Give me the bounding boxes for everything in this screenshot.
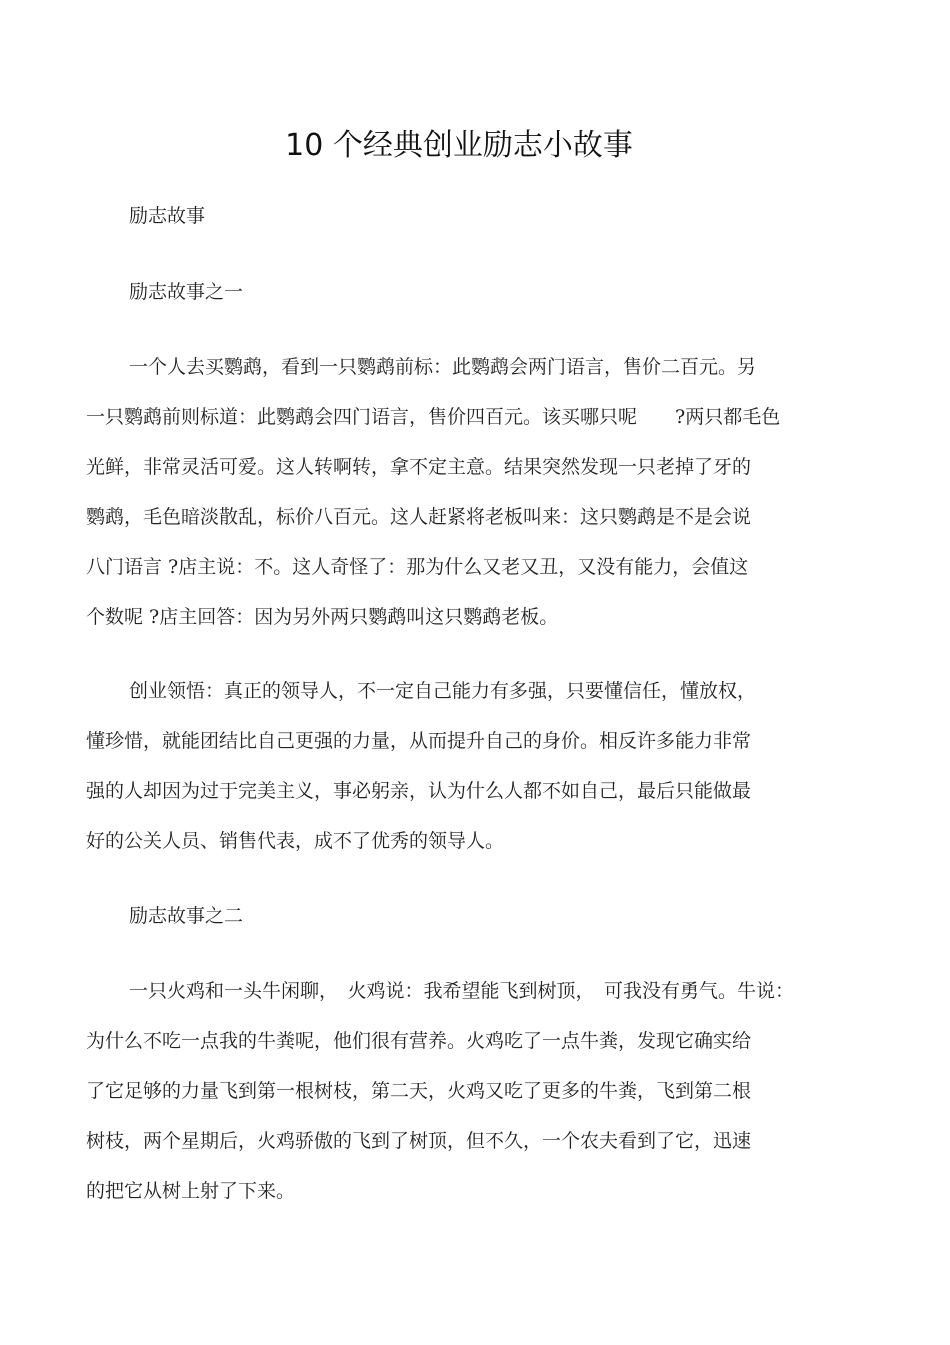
paragraph-line: 懂珍惜，就能团结比自己更强的力量，从而提升自己的身价。相反许多能力非常 — [86, 730, 752, 752]
story1-insight-paragraph — [86, 666, 856, 866]
paragraph-line: 好的公关人员、销售代表，成不了优秀的领导人。 — [86, 830, 505, 852]
paragraph-line: 八门语言 ?店主说：不。这人奇怪了：那为什么又老又丑，又没有能力，会值这 — [86, 556, 749, 578]
section-heading: 励志故事 — [129, 205, 206, 227]
story2-heading: 励志故事之二 — [129, 905, 244, 927]
paragraph-line: 创业领悟：真正的领导人，不一定自己能力有多强，只要懂信任，懂放权， — [129, 680, 757, 702]
paragraph-line: 一个人去买鹦鹉，看到一只鹦鹉前标：此鹦鹉会两门语言，售价二百元。另 — [129, 356, 757, 378]
paragraph-line: 强的人却因为过于完美主义，事必躬亲，认为什么人都不如自己，最后只能做最 — [86, 780, 752, 802]
paragraph-line: 树枝，两个星期后，火鸡骄傲的飞到了树顶，但不久，一个农夫看到了它，迅速 — [86, 1130, 752, 1152]
paragraph-line: 了它足够的力量飞到第一根树枝，第二天，火鸡又吃了更多的牛粪，飞到第二根 — [86, 1080, 752, 1102]
paragraph-line: 一只火鸡和一头牛闲聊， 火鸡说：我希望能飞到树顶， 可我没有勇气。牛说： — [129, 980, 795, 1002]
story1-paragraph — [86, 342, 856, 642]
paragraph-line: 个数呢 ?店主回答：因为另外两只鹦鹉叫这只鹦鹉老板。 — [86, 606, 559, 628]
story1-heading: 励志故事之一 — [129, 281, 244, 303]
document-title: 10 个经典创业励志小故事 — [285, 128, 633, 163]
story2-paragraph — [86, 966, 856, 1216]
paragraph-line: 鹦鹉，毛色暗淡散乱，标价八百元。这人赶紧将老板叫来：这只鹦鹉是不是会说 — [86, 506, 752, 528]
paragraph-line: 一只鹦鹉前则标道：此鹦鹉会四门语言，售价四百元。该买哪只呢 ?两只都毛色 — [86, 406, 781, 428]
paragraph-line: 为什么不吃一点我的牛粪呢，他们很有营养。火鸡吃了一点牛粪，发现它确实给 — [86, 1030, 752, 1052]
paragraph-line: 的把它从树上射了下来。 — [86, 1180, 296, 1202]
paragraph-line: 光鲜，非常灵活可爱。这人转啊转，拿不定主意。结果突然发现一只老掉了牙的 — [86, 456, 752, 478]
